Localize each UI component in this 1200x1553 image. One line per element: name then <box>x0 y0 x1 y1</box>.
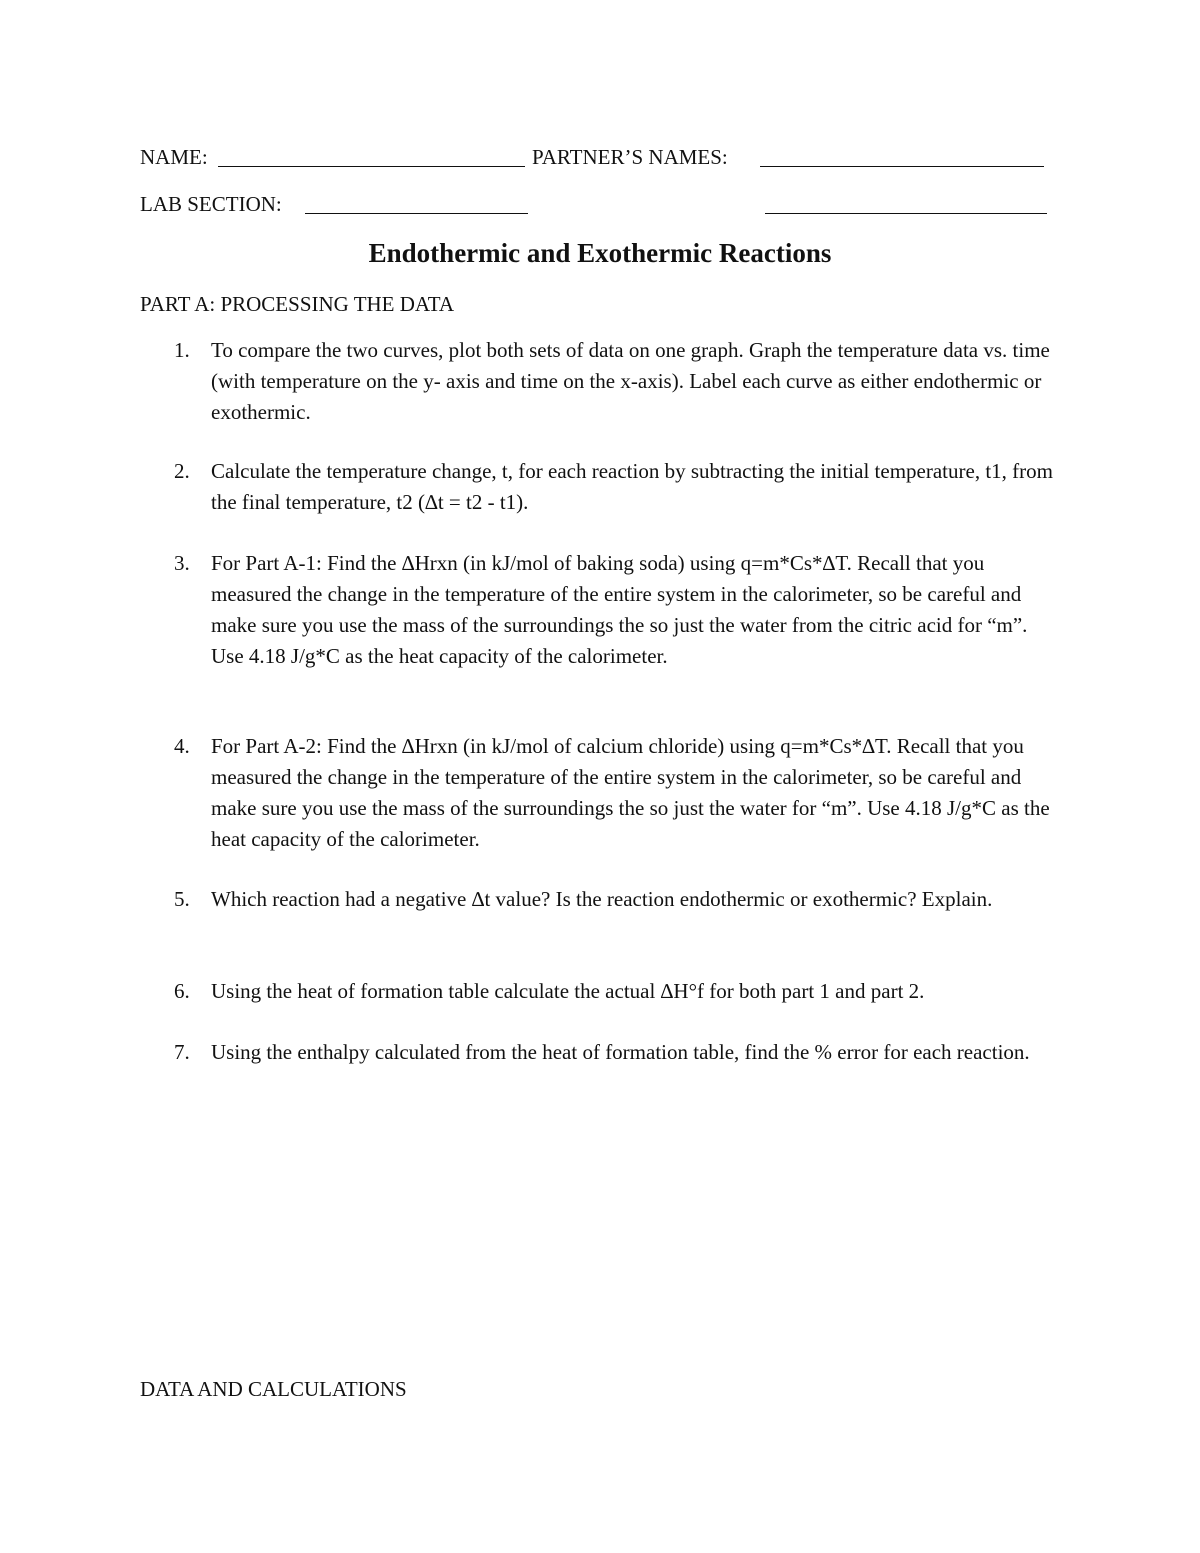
question-number: 7. <box>174 1040 190 1064</box>
question-number: 1. <box>174 338 190 362</box>
part-a-heading: PART A: PROCESSING THE DATA <box>140 292 455 316</box>
question-number: 5. <box>174 887 190 911</box>
data-calculations-heading: DATA AND CALCULATIONS <box>140 1377 407 1401</box>
question-text: For Part A-2: Find the ∆Hrxn (in kJ/mol of calcium chloride) using q=m*Cs*∆T. Recall that you measured the change in the temperature of the entire system in the calorimeter, so be careful and make sure you use the mass of the surroundings the so just the water for “m”. Use 4.18 J/g*C as the heat capacity of the calorimeter. <box>211 734 1050 851</box>
name-label: NAME: <box>140 145 208 169</box>
name-field-line[interactable] <box>218 166 525 167</box>
question-number: 6. <box>174 979 190 1003</box>
question-number: 2. <box>174 459 190 483</box>
lab-section-field-line[interactable] <box>305 213 528 214</box>
question-number: 4. <box>174 734 190 758</box>
partner-names-field-line[interactable] <box>760 166 1044 167</box>
partner-names-label: PARTNER’S NAMES: <box>532 145 728 169</box>
question-text: Using the enthalpy calculated from the heat of formation table, find the % error for each reaction. <box>211 1040 1030 1064</box>
question-text: To compare the two curves, plot both sets of data on one graph. Graph the temperature data vs. time (with temperature on the y- axis and time on the x-axis). Label each curve as either endothermic or exothermic. <box>211 338 1050 424</box>
question-text: For Part A-1: Find the ∆Hrxn (in kJ/mol of baking soda) using q=m*Cs*∆T. Recall that you measured the change in the temperature of the entire system in the calorimeter, so be careful and make sure you use the mass of the surroundings the so just the water from the citric acid for “m”. Use 4.18 J/g*C as the heat capacity of the calorimeter. <box>211 551 1028 668</box>
page-title: Endothermic and Exothermic Reactions <box>368 238 832 268</box>
lab-section-label: LAB SECTION: <box>140 192 282 216</box>
extra-field-line[interactable] <box>765 213 1047 214</box>
question-text: Which reaction had a negative ∆t value? Is the reaction endothermic or exothermic? Explain. <box>211 887 993 911</box>
question-number: 3. <box>174 551 190 575</box>
question-text: Using the heat of formation table calculate the actual ∆H°f for both part 1 and part 2. <box>211 979 925 1003</box>
question-text: Calculate the temperature change, t, for each reaction by subtracting the initial temperature, t1, from the final temperature, t2 (∆t = t2 - t1). <box>211 459 1053 514</box>
